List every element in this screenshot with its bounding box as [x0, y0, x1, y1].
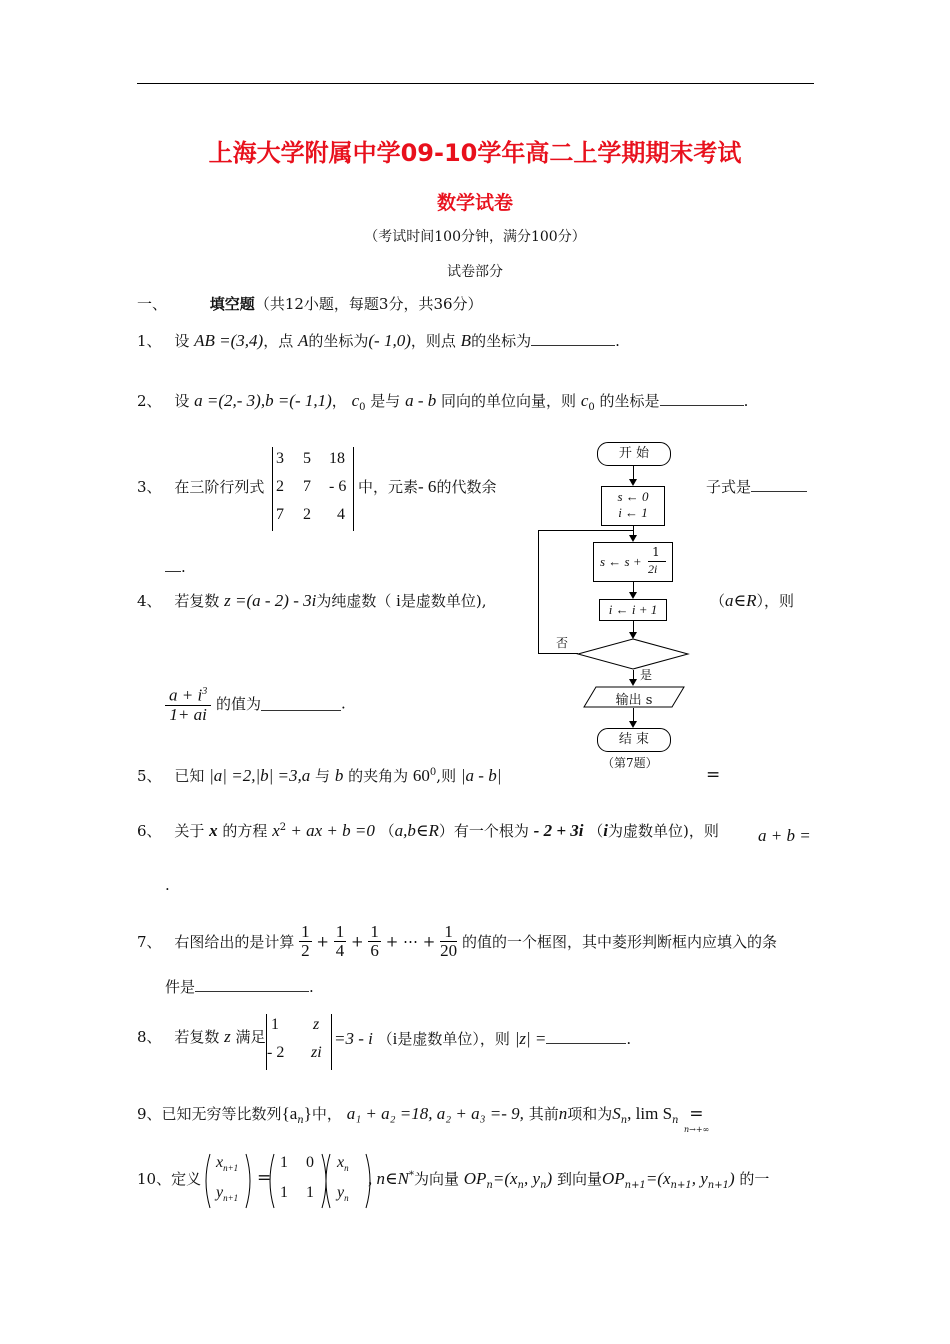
question-text: ,则: [436, 767, 457, 785]
question-text: （: [710, 592, 726, 610]
question-text: .: [626, 1030, 632, 1048]
matrix-lhs-bottom: $y_{n+1}$: [216, 1184, 239, 1204]
answer-blank[interactable]: [195, 977, 309, 992]
matrix-cell: 2: [276, 478, 284, 495]
question-text: ）有一个根为: [438, 822, 529, 840]
question-text: 同向的单位向量，则: [441, 392, 577, 410]
question-text: 的方程: [222, 822, 268, 840]
flow-init-i: i ← 1: [618, 505, 648, 520]
math-expression: OP: [463, 1169, 487, 1188]
math-expression: c: [351, 391, 360, 410]
question-8: [137, 1026, 266, 1047]
question-number: 6、: [137, 822, 162, 840]
math-expression: i: [396, 591, 401, 610]
question-8-cont: [334, 1028, 631, 1049]
fraction: [165, 683, 211, 724]
matrix-cell: 3: [276, 450, 284, 467]
math-expression: , n∈N: [368, 1169, 409, 1188]
flow-step-sum-label: s ← s +: [600, 554, 642, 569]
fraction-1-20: $\frac{1}{20}$: [440, 922, 458, 960]
question-4-fraction-line: [165, 683, 346, 724]
math-expression: a,b∈R: [394, 821, 439, 840]
matrix-cell: 1: [280, 1184, 288, 1201]
determinant-2x2: [266, 1014, 332, 1070]
question-text: （: [377, 1030, 393, 1048]
answer-blank[interactable]: [261, 696, 341, 711]
matrix-cell: 2: [303, 506, 311, 523]
question-text: （: [588, 822, 604, 840]
question-text: 为虚数单位)，则: [608, 822, 719, 840]
math-expression: c: [580, 391, 589, 410]
question-text: 是虚数单位），则: [397, 1030, 510, 1048]
question-6-end: .: [165, 876, 170, 894]
question-text: .: [615, 332, 620, 350]
question-text: 的代数余: [436, 478, 497, 496]
fraction-numerator: $a + i^3$: [165, 683, 211, 706]
fraction-1-6: $\frac{1}{6}$: [370, 922, 379, 960]
answer-blank[interactable]: [546, 1029, 626, 1044]
question-9: 9、已知无穷等比数列$\{a_n\}$中， a₁ + a₂ =18, a₂ + a₃ =- 9, 其前n项和为$S_n$, $\lim S_n$ =: [137, 1104, 704, 1126]
math-limit: , lim S: [627, 1104, 673, 1123]
flow-end: 结 束: [597, 728, 671, 752]
math-expression: z =(a - 2) - 3i: [224, 591, 317, 610]
question-4: [137, 590, 487, 611]
math-expression: a∈R: [725, 591, 757, 610]
determinant-3x3: [272, 447, 354, 531]
matrix-cell: z: [313, 1016, 320, 1033]
flow-init-s: s ← 0: [617, 489, 649, 504]
question-2: [137, 390, 748, 413]
answer-blank[interactable]: [531, 331, 615, 346]
math-expression: x: [272, 821, 280, 840]
fraction-denominator: 1+ ai: [169, 704, 207, 724]
flow-yes-label: 是: [640, 668, 653, 682]
flow-step-sum: [593, 542, 673, 582]
question-text: 的值为: [215, 694, 261, 713]
question-text: 关于: [174, 822, 205, 840]
question-number: 7、: [137, 933, 162, 951]
question-text: 为纯虚数（: [316, 592, 392, 610]
math-expression: {a: [281, 1104, 298, 1123]
question-text: 是虚数单位),: [400, 592, 487, 610]
question-number: 4、: [137, 592, 162, 610]
question-text: 已知: [174, 767, 205, 785]
equals-sign: =: [706, 765, 721, 785]
question-text: 的夹角为: [348, 767, 409, 785]
page-title: 上海大学附属中学09-10学年高二上学期期末考试: [208, 139, 742, 167]
matrix-lhs-top: $x_{n+1}$: [216, 1154, 239, 1174]
question-1: [137, 330, 620, 351]
math-expression: z: [224, 1027, 231, 1046]
math-expression: - 6: [418, 477, 437, 496]
math-expression: + ax + b =0: [286, 821, 375, 840]
question-3-end: [165, 557, 186, 576]
math-expression: |a| =2,|b| =3,a: [209, 766, 311, 785]
header-rule: [137, 83, 814, 84]
matrix-cell: 0: [306, 1154, 314, 1171]
question-text: ，: [331, 392, 347, 410]
matrix-cell: 7: [276, 506, 284, 523]
math-expression: A: [297, 331, 309, 350]
ellipsis: + ⋯ +: [385, 932, 436, 951]
math-expression: |a - b|: [460, 766, 502, 785]
flow-frac-den: 2i: [648, 562, 658, 576]
question-3: [137, 476, 264, 497]
question-text: .: [309, 978, 314, 996]
matrix-cell: 1: [280, 1154, 288, 1171]
question-text: 已知无穷等比数列: [161, 1105, 282, 1123]
math-expression: b: [334, 766, 344, 785]
math-expression: i: [392, 1029, 398, 1048]
question-6: [137, 820, 719, 841]
matrix-cell: 1: [271, 1016, 279, 1033]
question-7: 7、 右图给出的是计算 $\frac{1}{2}$ + $\frac{1}{4}$ + $\frac{1}{6}$ + ⋯ + $\frac{1}{20}$ 的值的一个框图，其中菱形判断框内应填入的条: [137, 922, 777, 960]
matrix-cell: 1: [306, 1184, 314, 1201]
question-5: [137, 765, 501, 786]
math-expression: a₁ + a₂ =18, a₂ + a₃ =- 9,: [346, 1104, 524, 1123]
flow-step-inc-label: i ← i + 1: [608, 602, 658, 617]
question-text: 到向量: [556, 1170, 602, 1188]
question-text: ，点: [263, 332, 294, 350]
question-number: 1、: [137, 332, 162, 350]
limit-subscript: n→+∞: [684, 1125, 710, 1134]
fraction-1-4: $\frac{1}{4}$: [335, 922, 345, 960]
math-expression: a =(2,- 3),b =(- 1,1): [194, 391, 332, 410]
question-number: 2、: [137, 392, 162, 410]
question-text: 中，: [311, 1105, 342, 1123]
question-text: 若复数: [174, 1028, 220, 1046]
question-text: 定义: [171, 1170, 202, 1188]
math-expression: (- 1,0): [368, 331, 411, 350]
matrix-cell: 4: [337, 506, 345, 523]
question-text: ，则点: [410, 332, 456, 350]
flow-step-inc: [599, 599, 667, 621]
question-10: [137, 1168, 201, 1189]
matrix-cell: - 6: [329, 478, 347, 495]
question-text: 在三阶行列式: [174, 478, 265, 496]
math-expression: x: [209, 821, 218, 840]
math-expression: 60: [412, 766, 430, 785]
question-text: 与: [315, 767, 331, 785]
section-desc: （共12小题，每题3分，共36分）: [254, 295, 483, 313]
question-number: 5、: [137, 767, 162, 785]
flow-output-label: 输出 s: [615, 693, 653, 708]
question-6-answer: [758, 826, 811, 846]
flow-start: 开 始: [597, 442, 671, 466]
math-superscript: 2: [279, 822, 287, 833]
fraction-1-2: $\frac{1}{2}$: [301, 922, 310, 960]
math-expression: - 2 + 3i: [533, 821, 584, 840]
question-text: 是与: [370, 392, 401, 410]
math-expression: =3 - i: [334, 1029, 373, 1048]
math-subscript: 0: [359, 402, 366, 413]
question-text: 其前: [528, 1105, 559, 1123]
matrix-rhs-top: $x_n$: [337, 1154, 349, 1174]
question-number: 10、: [137, 1170, 172, 1188]
math-expression: a - b: [405, 391, 437, 410]
section-number: 一、: [137, 295, 168, 313]
question-text: （: [379, 822, 395, 840]
matrix-cell: 7: [303, 478, 311, 495]
page-subtitle: 数学试卷: [436, 192, 513, 214]
question-text: 满足: [235, 1028, 266, 1046]
matrix-rhs-bottom: $y_n$: [337, 1184, 349, 1204]
question-text: 的值的一个框图，其中菱形判断框内应填入的条: [461, 933, 777, 951]
question-text: .: [181, 558, 186, 576]
equals-sign: =: [689, 1104, 704, 1124]
math-subscript: 0: [588, 402, 595, 413]
flow-no-label: 否: [556, 636, 569, 650]
matrix-cell: zi: [311, 1044, 322, 1061]
section-heading: [137, 293, 483, 314]
flow-caption: （第7题）: [602, 756, 658, 770]
math-expression: S: [612, 1104, 621, 1123]
question-number: 9、: [137, 1105, 162, 1123]
flow-frac-num: 1: [652, 545, 660, 559]
section-title: 填空题: [209, 295, 255, 313]
question-text: 子式是: [706, 478, 752, 496]
flow-init-box: [601, 486, 665, 526]
question-text: .: [341, 694, 346, 713]
question-4-tail: [710, 590, 794, 611]
question-number: 3、: [137, 478, 162, 496]
math-expression: a + b =: [758, 826, 811, 845]
question-text: 的坐标是: [599, 392, 660, 410]
question-text: 件是: [165, 978, 196, 996]
exam-info: （考试时间100分钟，满分100分）: [364, 229, 586, 245]
question-text: ），则: [756, 592, 794, 610]
question-7-cont: [165, 976, 314, 997]
question-text: 的坐标为: [308, 332, 369, 350]
answer-blank[interactable]: [751, 477, 807, 492]
equals-sign: =: [257, 1168, 272, 1188]
question-text: .: [743, 392, 749, 410]
math-expression: |z| =: [514, 1029, 547, 1048]
question-number: 8、: [137, 1028, 162, 1046]
part-label: 试卷部分: [447, 264, 503, 280]
math-expression: B: [460, 331, 472, 350]
question-text: 的一: [739, 1170, 770, 1188]
math-superscript: 0: [429, 767, 437, 778]
question-text: 右图给出的是计算: [174, 933, 295, 951]
question-text: 设: [174, 332, 190, 350]
question-text: 若复数: [174, 592, 220, 610]
question-10-cont: , n∈N*为向量 $OP_n=(x_n$, $y_n$) 到向量$OP_{n+1}=(x_{n+1}$, $y_{n+1}$) 的一: [368, 1169, 770, 1191]
flow-decision: [576, 638, 690, 670]
question-text: 为向量: [413, 1170, 459, 1188]
matrix-cell: 5: [303, 450, 311, 467]
matrix-cell: - 2: [267, 1044, 285, 1061]
question-text: 中，元素: [358, 478, 419, 496]
answer-blank[interactable]: [165, 557, 181, 572]
math-expression: i: [603, 821, 609, 840]
question-3-tail: [706, 476, 807, 497]
math-expression: AB =(3,4): [194, 331, 264, 350]
question-text: 设: [174, 392, 190, 410]
answer-blank[interactable]: [660, 391, 744, 406]
question-text: 项和为: [567, 1105, 613, 1123]
question-3-cont: [358, 476, 496, 497]
question-text: 的坐标为: [471, 332, 532, 350]
math-expression: n: [558, 1104, 568, 1123]
math-expression: OP: [601, 1169, 625, 1188]
matrix-cell: 18: [329, 450, 345, 467]
